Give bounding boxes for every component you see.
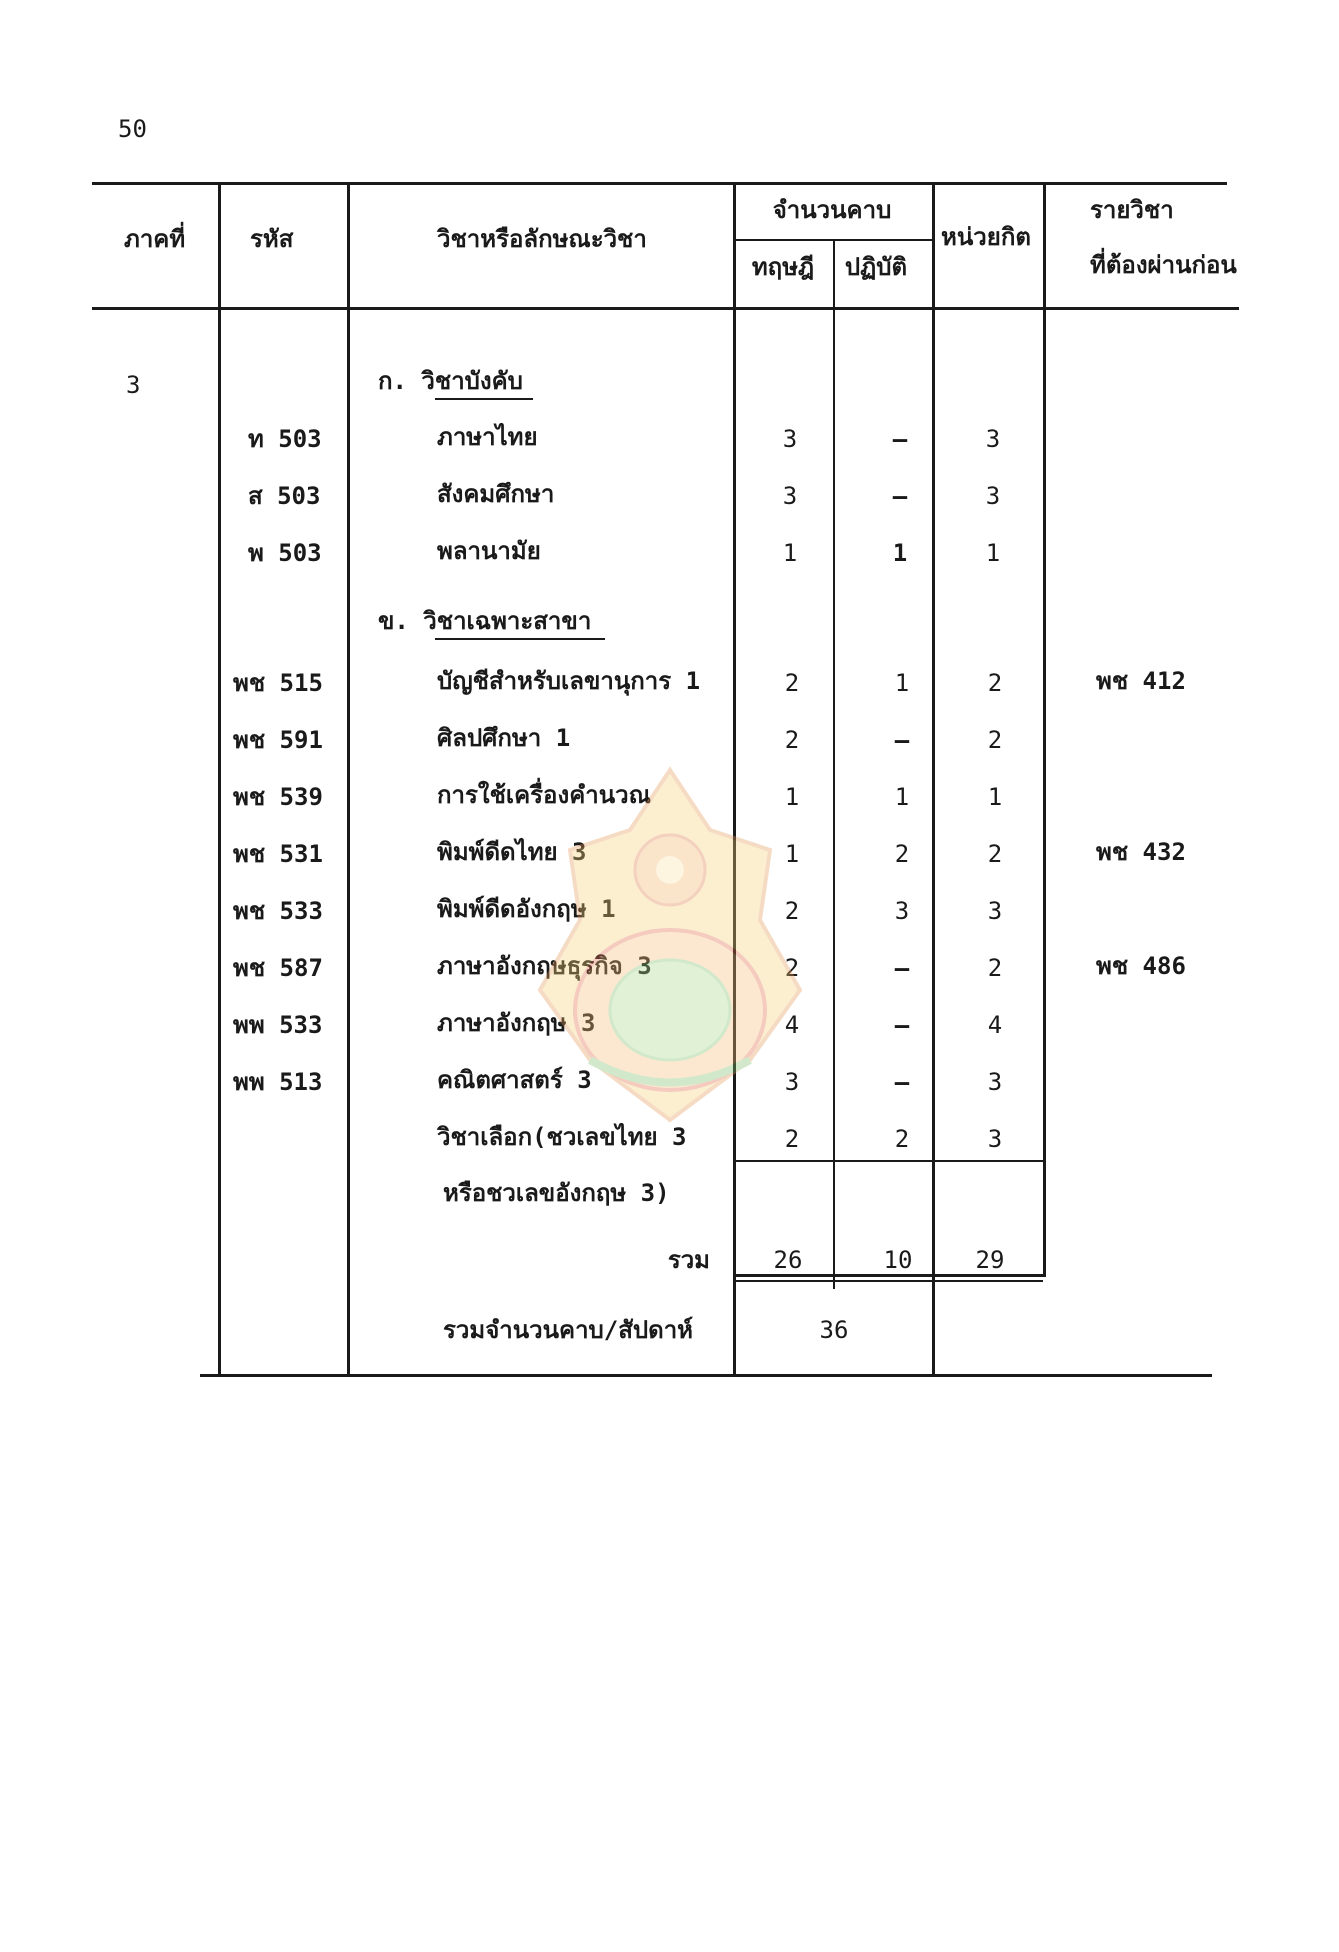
total-practice: 10 <box>883 1246 913 1274</box>
practice-value: 1 <box>894 783 910 811</box>
prereq-value: พช 412 <box>1096 667 1186 695</box>
course-code: พช 539 <box>233 783 323 811</box>
course-code: ส 503 <box>248 482 321 510</box>
course-code: พ 503 <box>248 539 322 567</box>
theory-value: 2 <box>784 669 800 697</box>
credits-value: 2 <box>987 954 1003 982</box>
course-name: ภาษาไทย <box>437 423 538 451</box>
theory-value: 2 <box>784 1125 800 1153</box>
course-code: พพ 513 <box>233 1068 323 1096</box>
theory-value: 2 <box>784 954 800 982</box>
theory-value: 3 <box>782 425 798 453</box>
total-credits: 29 <box>975 1246 1005 1274</box>
credits-value: 2 <box>987 726 1003 754</box>
weekly-total-label: รวมจำนวนคาบ/สัปดาห์ <box>443 1316 693 1344</box>
practice-value: – <box>894 726 910 754</box>
course-code: พช 591 <box>233 726 323 754</box>
credits-value: 3 <box>987 1125 1003 1153</box>
course-name: ภาษาอังกฤษธุรกิจ 3 <box>437 952 652 980</box>
header-bottom-rule <box>92 307 1239 310</box>
col-divider-5 <box>932 182 935 1377</box>
theory-value: 3 <box>784 1068 800 1096</box>
header-prereq-line2: ที่ต้องผ่านก่อน <box>1090 251 1237 279</box>
weekly-total-value: 36 <box>819 1316 849 1344</box>
course-code: ท 503 <box>248 425 322 453</box>
practice-value: 3 <box>894 897 910 925</box>
credits-value: 2 <box>987 840 1003 868</box>
course-name: สังคมศึกษา <box>437 480 555 508</box>
credits-value: 3 <box>987 897 1003 925</box>
credits-value: 1 <box>987 783 1003 811</box>
credits-value: 4 <box>987 1011 1003 1039</box>
table-bottom-rule <box>200 1374 1212 1377</box>
theory-value: 2 <box>784 897 800 925</box>
elective-box-rule <box>733 1160 1043 1162</box>
practice-value: 1 <box>894 669 910 697</box>
theory-value: 2 <box>784 726 800 754</box>
practice-value: – <box>894 954 910 982</box>
header-credits: หน่วยกิต <box>941 223 1031 251</box>
header-term: ภาคที่ <box>124 225 186 253</box>
course-code: พช 531 <box>233 840 323 868</box>
credits-value: 3 <box>985 482 1001 510</box>
col-divider-6 <box>1043 182 1046 1274</box>
credits-value: 2 <box>987 669 1003 697</box>
practice-value: 2 <box>894 1125 910 1153</box>
seal-watermark-icon <box>520 760 820 1140</box>
theory-value: 1 <box>784 783 800 811</box>
course-code: พช 587 <box>233 954 323 982</box>
header-prereq-line1: รายวิชา <box>1090 196 1174 224</box>
header-practice: ปฏิบัติ <box>844 253 908 281</box>
total-theory: 26 <box>773 1246 803 1274</box>
elective-line-2: หรือชวเลขอังกฤษ 3) <box>443 1179 670 1207</box>
theory-value: 4 <box>784 1011 800 1039</box>
practice-value: – <box>892 482 908 510</box>
course-name: พิมพ์ดีดไทย 3 <box>437 838 587 866</box>
practice-value: 1 <box>892 539 908 567</box>
course-code: พพ 533 <box>233 1011 323 1039</box>
course-name: การใช้เครื่องคำนวณ <box>437 781 651 809</box>
practice-value: – <box>894 1068 910 1096</box>
prereq-value: พช 432 <box>1096 838 1186 866</box>
section-b-underline <box>435 638 605 640</box>
credits-value: 3 <box>985 425 1001 453</box>
col-divider-4 <box>833 239 835 1289</box>
practice-value: 2 <box>894 840 910 868</box>
section-a-underline <box>435 398 533 400</box>
total-rule-double <box>733 1280 1043 1282</box>
header-theory: ทฤษฎี <box>751 253 815 281</box>
credits-value: 1 <box>985 539 1001 567</box>
theory-value: 1 <box>784 840 800 868</box>
credits-value: 3 <box>987 1068 1003 1096</box>
section-a-heading: ก. วิชาบังคับ <box>378 367 523 395</box>
course-name: พิมพ์ดีดอังกฤษ 1 <box>437 895 616 923</box>
course-name: คณิตศาสตร์ 3 <box>437 1066 592 1094</box>
table-top-rule <box>92 182 1227 185</box>
course-code: พช 533 <box>233 897 323 925</box>
header-subject: วิชาหรือลักษณะวิชา <box>437 225 647 253</box>
practice-value: – <box>892 425 908 453</box>
course-name: ศิลปศึกษา 1 <box>437 724 571 752</box>
prereq-value: พช 486 <box>1096 952 1186 980</box>
practice-value: – <box>894 1011 910 1039</box>
col-divider-2 <box>347 182 350 1377</box>
theory-value: 3 <box>782 482 798 510</box>
course-name: พลานามัย <box>437 537 541 565</box>
header-periods: จำนวนคาบ <box>772 196 892 224</box>
total-label: รวม <box>667 1246 710 1274</box>
section-b-heading: ข. วิชาเฉพาะสาขา <box>378 607 592 635</box>
course-name: ภาษาอังกฤษ 3 <box>437 1009 596 1037</box>
col-divider-1 <box>218 182 221 1377</box>
header-code: รหัส <box>250 225 294 253</box>
course-name: วิชาเลือก(ชวเลขไทย 3 <box>437 1123 687 1151</box>
course-name: บัญชีสำหรับเลขานุการ 1 <box>437 667 701 695</box>
course-code: พช 515 <box>233 669 323 697</box>
page-number: 50 <box>118 115 147 143</box>
term-value: 3 <box>126 371 141 399</box>
theory-value: 1 <box>782 539 798 567</box>
